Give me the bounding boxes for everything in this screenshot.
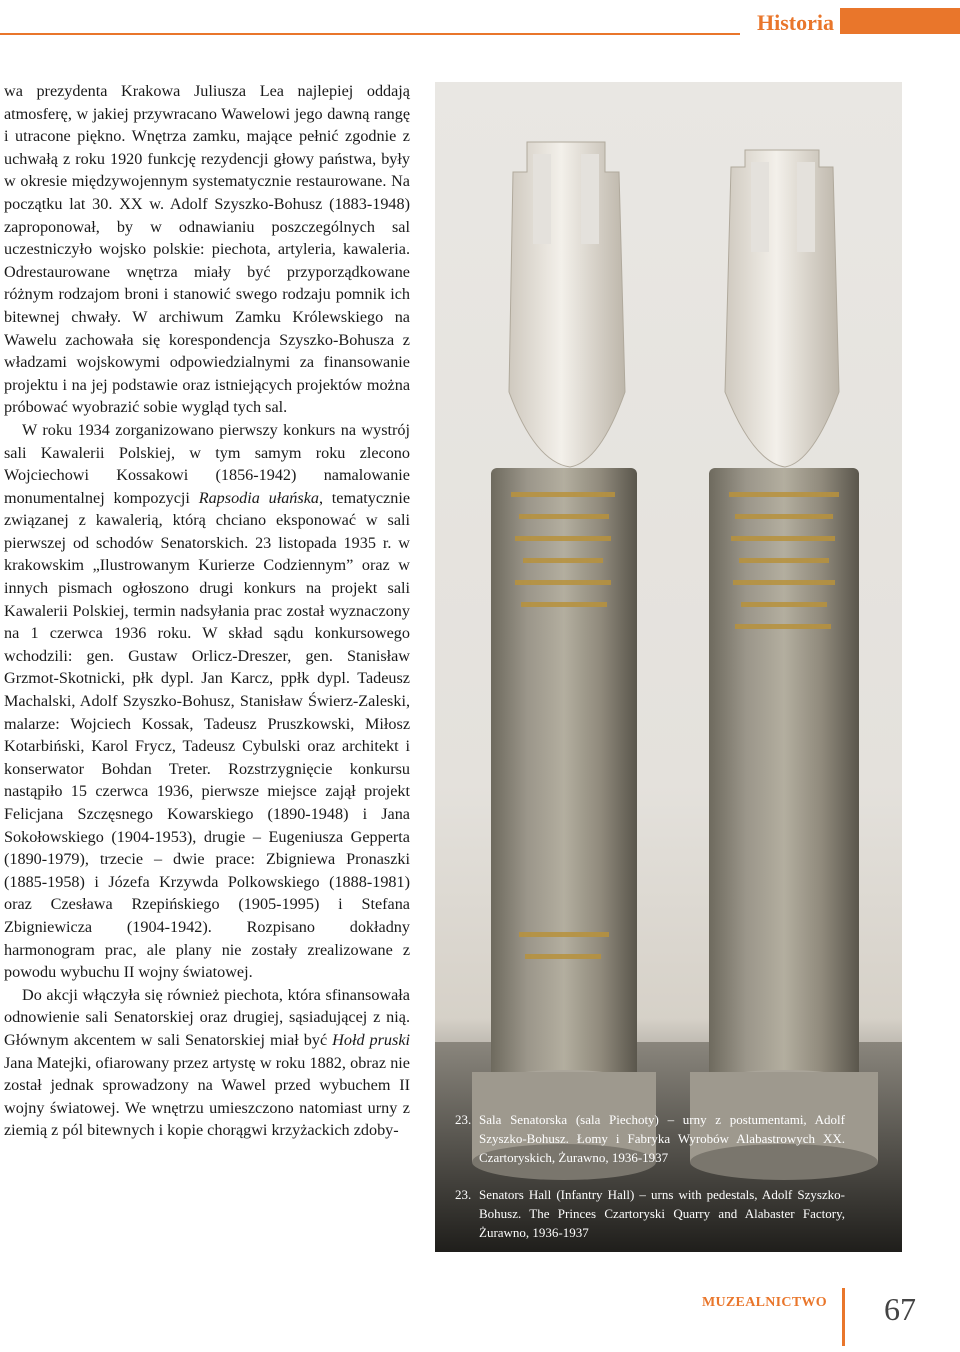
left-urn: [472, 142, 656, 1180]
urns-illustration: [435, 82, 902, 1252]
artwork-title: Rapsodia ułańska: [198, 488, 319, 507]
caption-polish: 23. Sala Senatorska (sala Piechoty) – urny z postumentami, Adolf Szyszko-Bohusz. Łomy i Fabryka Wyrobów Alabastrowych XX. Czartoryskich, Żurawno, 1936-1937: [455, 1112, 845, 1165]
journal-name: MUZEALNICTWO: [702, 1295, 827, 1310]
paragraph-1: wa prezydenta Krakowa Juliusza Lea najlepiej oddają atmosferę, w jakiej przywracano Wawelowi jego dawną rangę i utracone piękno. Wnętrza zamku, mające pełnić zgodnie z uchwałą z roku 1920 funkcję rezydencji głowy państwa, były w okresie międzywojennym systematycznie restaurowane. Na początku lat 30. XX w. Adolf Szyszko-Bohusz (1883-1948) zaproponował, by w odnawianiu poszczególnych sal uczestniczyło wojsko polskie: piechota, artyleria, kawaleria. Odrestaurowane wnętrza miały być przyporządkowane różnym rodzajom broni i stanowić swego rodzaju pomnik ich bitewnej chwały. W archiwum Zamku Królewskiego na Wawelu zachowała się korespondencja Szyszko-Bohusza z władzami wojskowymi odpowiedzialnymi za finansowanie projektu i na jej podstawie oraz istniejących projektów można próbować wyobrazić sobie wygląd tych sal.: [4, 82, 410, 417]
paragraph-3: Do akcji włączyła się również piechota, która sfinansowała odnowienie sali Senatorskiej oraz drugiej, sąsiadującej z nią. Głównym akcentem w sali Senatorskiej miał być Hołd pruski Jana Matejki, ofiarowany przez artystę w roku 1882, obraz nie został jednak sprowadzony na Wawel przed wybuchem II wojny światowej. We wnętrzu umieszczono natomiast urny z ziemią z pól bitewnych i kopie chorągwi krzyżackich zdoby-: [4, 985, 411, 1140]
header-rule: [0, 33, 740, 35]
artwork-title: Hołd pruski: [332, 1030, 411, 1049]
paragraph-2: W roku 1934 zorganizowano pierwszy konkurs na wystrój sali Kawalerii Polskiej, w tym samym roku zlecono Wojciechowi Kossakowi (1856-1942) namalowanie monumentalnej kompozycji Rapsodia ułańska, tematycznie związanej z kawalerią, którą chciano eksponować w sali pierwszej od schodów Senatorskich. 23 listopada 1935 r. w krakowskim „Ilustrowanym Kurierze Codziennym” oraz w innych pismach ogłoszono drugi konkurs na projekt sali Kawalerii Polskiej, termin nadsyłania prac został wyznaczony na 1 czerwca 1936 roku. W skład sądu konkursowego wchodzili: gen. Gustaw Orlicz-Dreszer, gen. Stanisław Grzmot-Skotnicki, płk dypl. Jan Karcz, ppłk dypl. Tadeusz Machalski, Adolf Szyszko-Bohusz, Stanisław Świerz-Zaleski, malarze: Wojciech Kossak, Tadeusz Pruszkowski, Miłosz Kotarbiński, Karol Frycz, Tadeusz Cybulski oraz architekt i konserwator Bohdan Treter. Rozstrzygnięcie konkursu nastąpiło 15 czerwca 1936, pierwsze miejsce zajął projekt Felicjana Szczęsnego Kowarskiego (1890-1948) i Jana Sokołowskiego (1904-1953), drugie – Eugeniusza Gepperta (1890-1979), trzecie – dwie prace: Zbigniewa Pronaszki (1885-1958) i Józefa Krzywda Polkowskiego (1888-1981) oraz Czesława Rzepińskiego (1905-1995) i Stefana Zbigniewicza (1904-1942). Rozpisano dokładny harmonogram prac, ale plany nie zostały zrealizowane z powodu wybuchu II wojny światowej.: [4, 420, 411, 982]
footer-rule: [842, 1288, 845, 1346]
article-text: [4, 80, 410, 1142]
page-number: 67: [884, 1291, 916, 1327]
section-title: Historia: [751, 10, 840, 36]
urns-photo: [435, 82, 902, 1252]
caption-english: 23. Senators Hall (Infantry Hall) – urns with pedestals, Adolf Szyszko-Bohusz. The Princes Czartoryski Quarry and Alabaster Factory, Żurawno, 1936-1937: [455, 1187, 845, 1240]
right-urn: [690, 150, 878, 1180]
